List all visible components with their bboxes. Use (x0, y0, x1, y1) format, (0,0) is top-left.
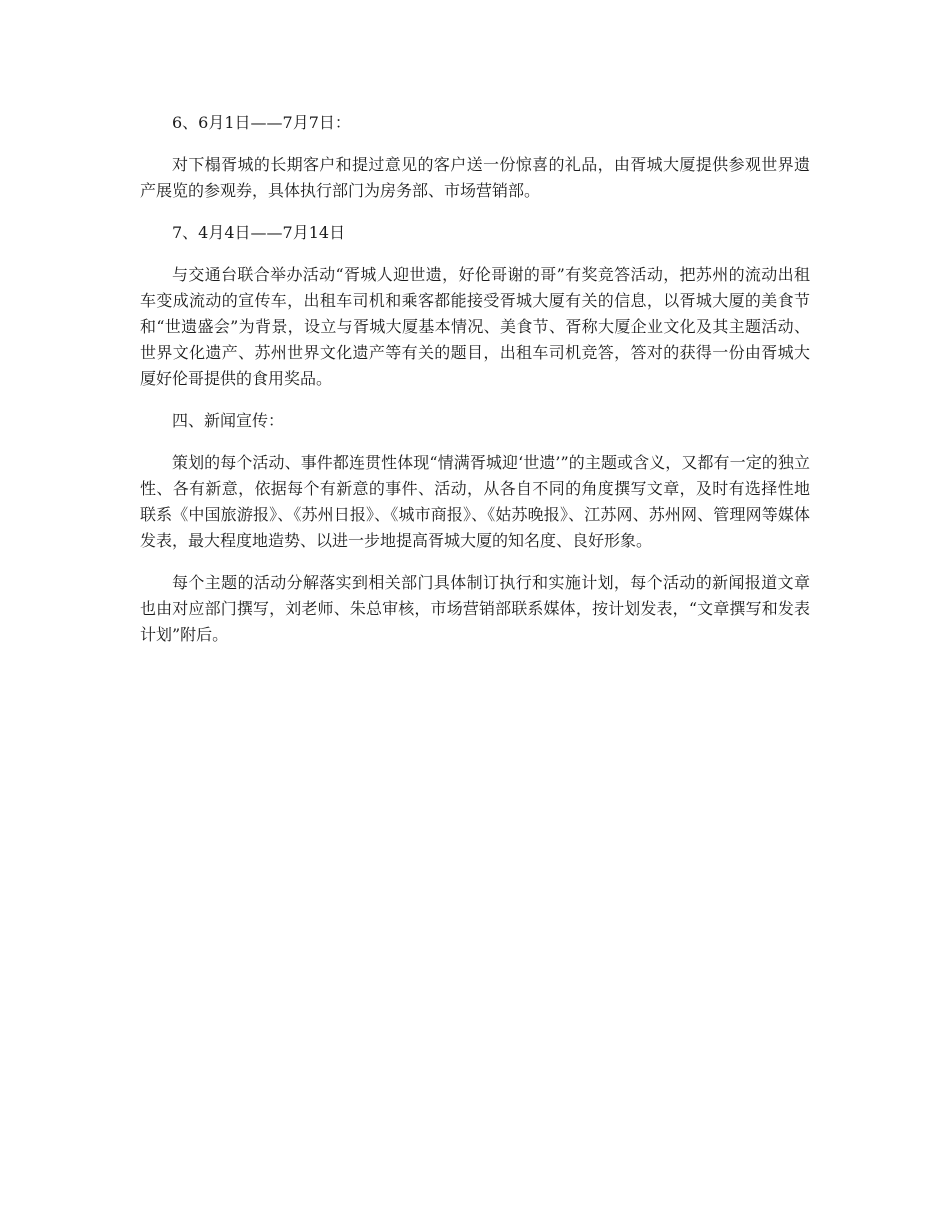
item7-paragraph: 与交通台联合举办活动“胥城人迎世遗，好伦哥谢的哥”有奖竞答活动，把苏州的流动出租车变成流动的宣传车，出租车司机和乘客都能接受胥城大厦有关的信息，以胥城大厦的美食节和“世遗盛会”为背景，设立与胥城大厦基本情况、美食节、胥称大厦企业文化及其主题活动、世界文化遗产、苏州世界文化遗产等有关的题目，出租车司机竞答，答对的获得一份由胥城大厦好伦哥提供的食用奖品。 (140, 265, 810, 388)
news-section-heading: 四、新闻宣传： (172, 411, 285, 430)
news-paragraph-2: 每个主题的活动分解落实到相关部门具体制订执行和实施计划，每个活动的新闻报道文章也由对应部门撰写，刘老师、朱总审核，市场营销部联系媒体，按计划发表，“文章撰写和发表计划”附后。 (140, 573, 810, 644)
document-body (140, 110, 810, 664)
news-paragraph-1: 策划的每个活动、事件都连贯性体现“情满胥城迎‘世遗’”的主题或含义，又都有一定的独立性、各有新意，依据每个有新意的事件、活动，从各自不同的角度撰写文章，及时有选择性地联系《中国旅游报》、《苏州日报》、《城市商报》、《姑苏晚报》、江苏网、苏州网、管理网等媒体发表，最大程度地造势、以进一步地提高胥城大厦的知名度、良好形象。 (140, 453, 810, 550)
item6-paragraph: 对下榻胥城的长期客户和提过意见的客户送一份惊喜的礼品，由胥城大厦提供参观世界遗产展览的参观券，具体执行部门为房务部、市场营销部。 (140, 155, 810, 200)
item6-heading: 6、6月1日——7月7日： (172, 113, 351, 132)
item7-heading: 7、4月4日——7月14日 (172, 223, 346, 242)
